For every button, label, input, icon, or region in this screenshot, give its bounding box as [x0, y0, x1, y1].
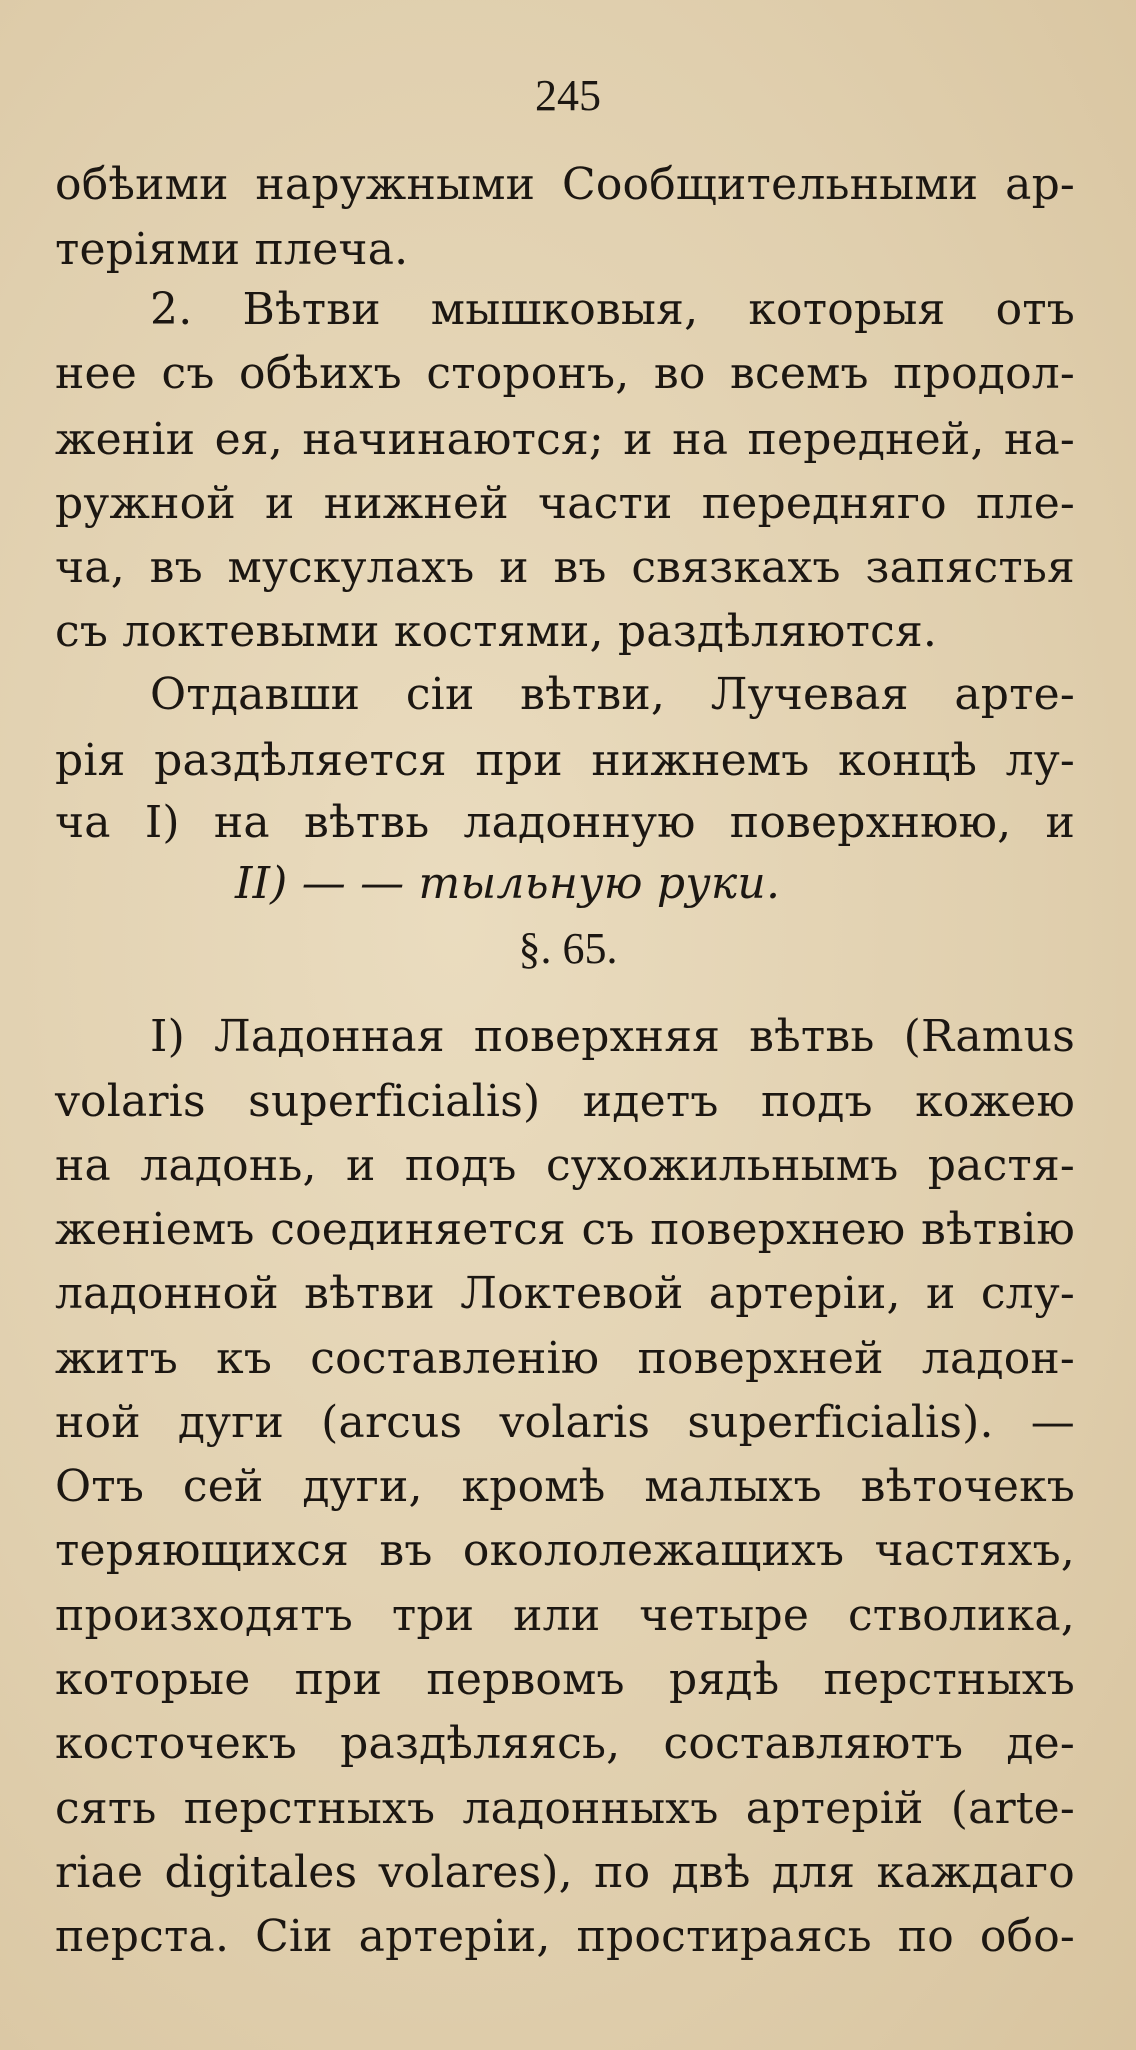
- text-line: женіемъ соединяется съ поверхнею вѣтвію: [55, 1204, 1075, 1255]
- text-line: которые при первомъ рядѣ перстныхъ: [55, 1654, 1075, 1705]
- text-line: перста. Сіи артеріи, простираясь по обо-: [55, 1911, 1075, 1962]
- text-line: рія раздѣляется при нижнемъ концѣ лу-: [55, 735, 1075, 786]
- text-line: косточекъ раздѣляясь, составляютъ де-: [55, 1718, 1075, 1769]
- text-line: ружной и нижней части передняго пле-: [55, 478, 1075, 529]
- text-line: Отдавши сіи вѣтви, Лучевая арте-: [150, 669, 1075, 720]
- text-line: ной дуги (arcus volaris superficialis). —: [55, 1397, 1075, 1448]
- text-line: обѣими наружными Сообщительными ар-: [55, 159, 1075, 210]
- text-line: ладонной вѣтви Локтевой артеріи, и слу-: [55, 1268, 1075, 1319]
- text-line: ча I) на вѣтвь ладонную поверхнюю, и: [55, 797, 1075, 848]
- text-line: I) Ладонная поверхняя вѣтвь (Ramus: [150, 1011, 1075, 1062]
- text-line: Отъ сей дуги, кромѣ малыхъ вѣточекъ: [55, 1461, 1075, 1512]
- text-line: нее съ обѣихъ сторонъ, во всемъ продол-: [55, 348, 1075, 399]
- page-number: 245: [535, 71, 601, 120]
- text-line: volaris superficialis) идетъ подъ кожею: [55, 1076, 1075, 1127]
- text-line: на ладонь, и подъ сухожильнымъ растя-: [55, 1140, 1075, 1191]
- text-line: riae digitales volares), по двѣ для каждаго: [55, 1847, 1075, 1898]
- text-line: житъ къ составленію поверхней ладон-: [55, 1333, 1075, 1384]
- text-line: теряющихся въ окололежащихъ частяхъ,: [55, 1525, 1075, 1576]
- text-line: II) — — тыльную руки.: [235, 858, 781, 909]
- section-heading: §. 65.: [518, 924, 618, 973]
- text-line: 2. Вѣтви мышковыя, которыя отъ: [150, 284, 1075, 335]
- text-line: ча, въ мускулахъ и въ связкахъ запястья: [55, 542, 1075, 593]
- text-line: сять перстныхъ ладонныхъ артерій (arte-: [55, 1783, 1075, 1834]
- text-line: теріями плеча.: [55, 224, 409, 275]
- text-line: произходятъ три или четыре стволика,: [55, 1590, 1075, 1641]
- text-line: съ локтевыми костями, раздѣляются.: [55, 606, 938, 657]
- text-line: женіи ея, начинаются; и на передней, на-: [55, 414, 1075, 465]
